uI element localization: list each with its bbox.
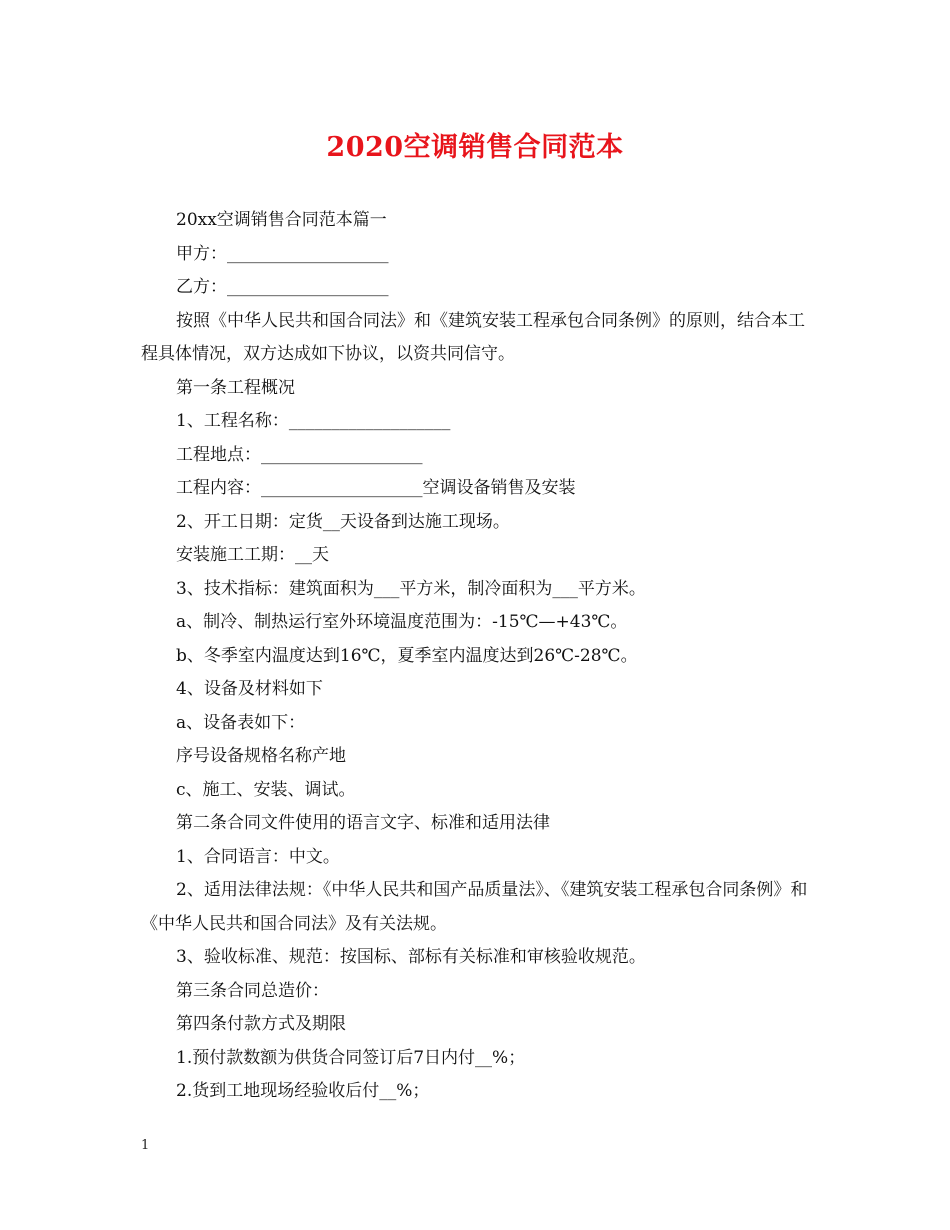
paragraph: 乙方：___________________ — [176, 277, 389, 297]
paragraph: 20xx空调销售合同范本篇一 — [176, 210, 387, 230]
paragraph: 第四条付款方式及期限 — [176, 1014, 346, 1034]
page-title: 2020空调销售合同范本 — [326, 132, 624, 163]
paragraph: 序号设备规格名称产地 — [176, 746, 346, 766]
paragraph: b、冬季室内温度达到16℃，夏季室内温度达到26℃-28℃。 — [176, 645, 638, 666]
paragraph: 工程地点：___________________ — [176, 444, 423, 465]
paragraph: c、施工、安装、调试。 — [176, 779, 356, 800]
paragraph: 第一条工程概况 — [176, 377, 295, 398]
paragraph: 3、验收标准、规范：按国标、部标有关标准和审核验收规范。 — [176, 947, 646, 967]
paragraph: 甲方：___________________ — [176, 243, 389, 264]
paragraph: 第二条合同文件使用的语言文字、标准和适用法律 — [176, 813, 550, 833]
paragraph: 4、设备及材料如下 — [176, 679, 323, 699]
paragraph: 1.预付款数额为供货合同签订后7日内付__%； — [176, 1047, 526, 1068]
paragraph: 工程内容：___________________空调设备销售及安装 — [176, 478, 576, 498]
paragraph: 3、技术指标：建筑面积为___平方米，制冷面积为___平方米。 — [176, 578, 646, 599]
paragraph: 1、工程名称：___________________ — [176, 411, 451, 431]
paragraph: 2、适用法律法规：《中华人民共和国产品质量法》、《建筑安装工程承包合同条例》和《中华人民共和国合同法》及有关法规。 — [141, 880, 808, 934]
paragraph: a、设备表如下： — [176, 712, 306, 733]
paragraph: a、制冷、制热运行室外环境温度范围为：-15℃—+43℃。 — [176, 612, 628, 632]
page-number: 1 — [141, 1138, 150, 1153]
paragraph: 安装施工工期：__天 — [176, 545, 329, 565]
paragraph: 2、开工日期：定货__天设备到达施工现场。 — [176, 511, 510, 532]
document-body — [141, 204, 811, 1109]
paragraph: 按照《中华人民共和国合同法》和《建筑安装工程承包合同条例》的原则，结合本工程具体情况，双方达成如下协议，以资共同信守。 — [141, 310, 805, 364]
paragraph: 1、合同语言：中文。 — [176, 846, 340, 867]
paragraph: 第三条合同总造价： — [176, 980, 329, 1001]
paragraph: 2.货到工地现场经验收后付__%； — [176, 1081, 430, 1101]
